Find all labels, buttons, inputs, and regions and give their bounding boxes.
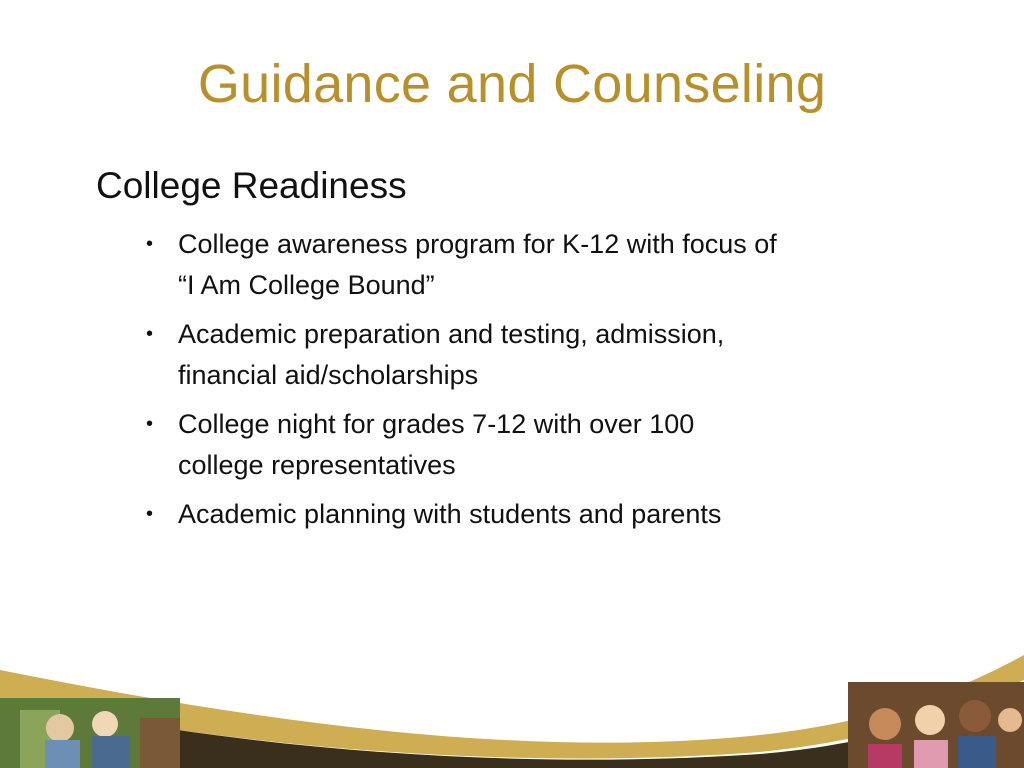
- bullet-list: [146, 224, 898, 543]
- photo-banner: [0, 640, 1024, 768]
- bullet-icon: •: [146, 503, 154, 525]
- bullet-icon: •: [146, 413, 154, 435]
- list-item: [146, 224, 898, 306]
- students-photo-left-icon: [0, 698, 180, 768]
- bullet-text-line: financial aid/scholarships: [178, 360, 479, 390]
- slide-title: Guidance and Counseling: [197, 54, 827, 114]
- list-item: [146, 314, 898, 396]
- bullet-text-line: “I Am College Bound”: [178, 270, 435, 300]
- bullet-text-line: College awareness program for K-12 with focus of: [178, 229, 777, 259]
- students-photo-right-icon: [848, 682, 1024, 768]
- bullet-text-line: Academic preparation and testing, admission,: [178, 319, 725, 349]
- list-item: [146, 494, 898, 535]
- bullet-icon: •: [146, 323, 154, 345]
- bullet-text-line: Academic planning with students and parents: [178, 499, 722, 529]
- bullet-text-line: College night for grades 7-12 with over 100: [178, 409, 695, 439]
- section-heading: College Readiness: [96, 165, 407, 206]
- bullet-text-line: college representatives: [178, 450, 456, 480]
- bullet-icon: •: [146, 233, 154, 255]
- list-item: [146, 404, 898, 486]
